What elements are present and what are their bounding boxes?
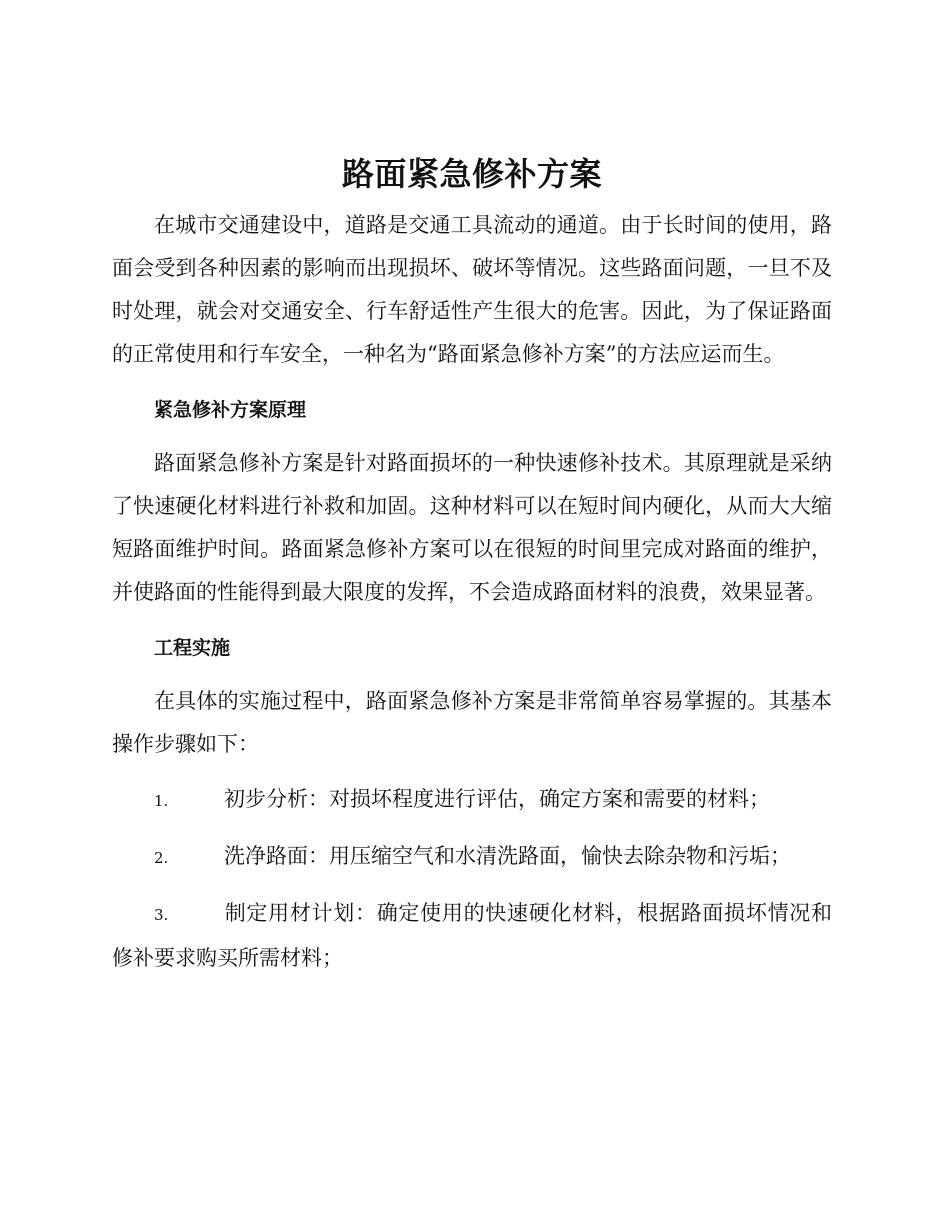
step-number: 1. — [154, 792, 169, 810]
list-item — [112, 892, 832, 980]
step-text: 制定用材计划：确定使用的快速硬化材料，根据路面损坏情况和修补要求购买所需材料； — [112, 901, 832, 970]
step-text: 初步分析：对损坏程度进行评估，确定方案和需要的材料； — [224, 787, 770, 811]
intro-paragraph: 在城市交通建设中，道路是交通工具流动的通道。由于长时间的使用，路面会受到各种因素的影响而出现损坏、破坏等情况。这些路面问题，一旦不及时处理，就会对交通安全、行车舒适性产生很大的危害。因此，为了保证路面的正常使用和行车安全，一种名为“路面紧急修补方案”的方法应运而生。 — [112, 213, 832, 366]
section-heading-principle: 紧急修补方案原理 — [154, 399, 307, 421]
steps-list — [112, 778, 832, 980]
list-item — [112, 778, 832, 823]
principle-paragraph: 路面紧急修补方案是针对路面损坏的一种快速修补技术。其原理就是采纳了快速硬化材料进行补救和加固。这种材料可以在短时间内硬化，从而大大缩短路面维护时间。路面紧急修补方案可以在很短的时间里完成对路面的维护，并使路面的性能得到最大限度的发挥，不会造成路面材料的浪费，效果显著。 — [112, 451, 832, 604]
document-title: 路面紧急修补方案 — [341, 155, 602, 193]
implementation-paragraph: 在具体的实施过程中，路面紧急修补方案是非常简单容易掌握的。其基本操作步骤如下： — [112, 689, 832, 756]
list-item — [112, 835, 832, 880]
step-text: 洗净路面：用压缩空气和水清洗路面，愉快去除杂物和污垢； — [224, 844, 791, 868]
document-page — [112, 148, 832, 992]
step-number: 2. — [154, 849, 169, 867]
section-heading-implementation: 工程实施 — [154, 637, 231, 659]
step-number: 3. — [154, 906, 169, 924]
